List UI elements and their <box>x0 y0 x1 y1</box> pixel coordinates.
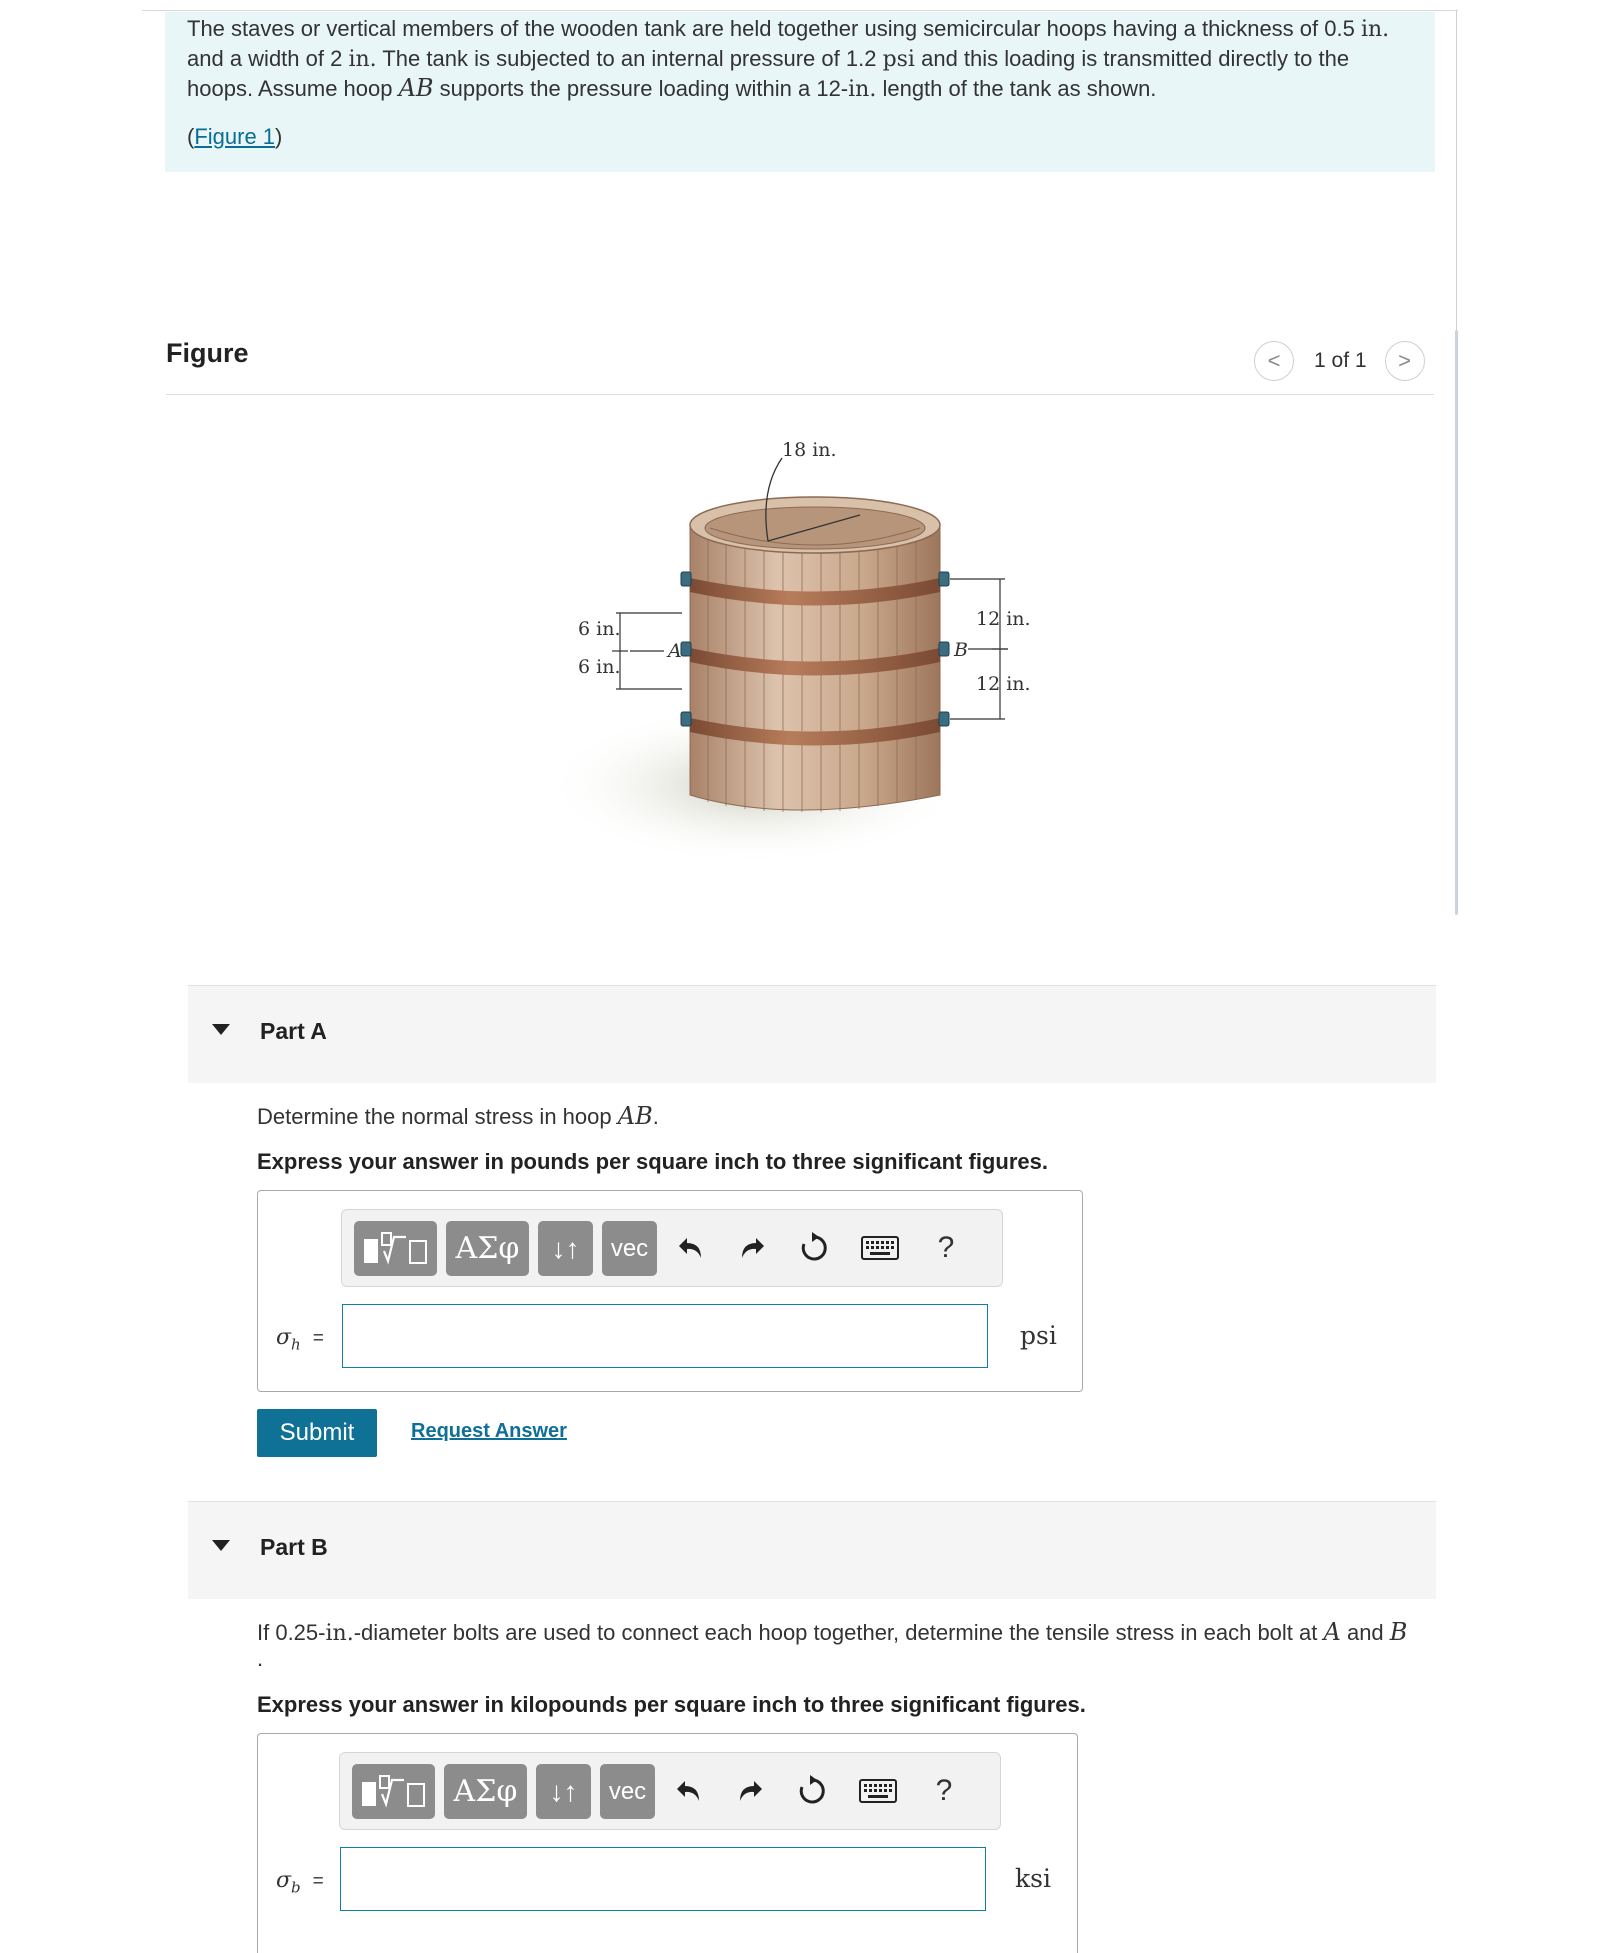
label-six-bottom: 6 in. <box>578 656 621 678</box>
redo-icon[interactable] <box>730 1226 774 1270</box>
redo-icon[interactable] <box>728 1769 772 1813</box>
request-answer-link[interactable]: Request Answer <box>411 1420 567 1442</box>
subscript-superscript-button[interactable]: ↓↑ <box>538 1221 593 1276</box>
figure-link-line: (Figure 1) <box>187 124 283 149</box>
problem-line-2: and a width of 2 in. The tank is subjected to an internal pressure of 1.2 psi and this loading is transmitted directly to the <box>187 46 1350 72</box>
label-six-top: 6 in. <box>578 618 621 640</box>
figure-scrollbar[interactable] <box>1455 330 1458 915</box>
label-point-a: A <box>668 640 682 662</box>
top-divider <box>142 10 1458 11</box>
part-b-label: Part B <box>260 1534 328 1560</box>
part-a-math-toolbar <box>341 1209 1003 1287</box>
part-b-unit: ksi <box>1015 1864 1051 1893</box>
part-b-instruction: Express your answer in kilopounds per square inch to three significant figures. <box>257 1692 1086 1717</box>
problem-line-3: hoops. Assume hoop AB supports the pressure loading within a 12-in. length of the tank as shown. <box>187 74 1157 102</box>
label-twelve-bottom: 12 in. <box>976 673 1031 695</box>
reset-icon[interactable] <box>790 1769 834 1813</box>
subscript-superscript-button[interactable]: ↓↑ <box>536 1764 591 1819</box>
chevron-left-icon: < <box>1267 348 1281 373</box>
templates-icon <box>360 1229 432 1269</box>
keyboard-icon[interactable] <box>852 1226 908 1270</box>
part-a-unit: psi <box>1020 1321 1057 1350</box>
part-b-math-toolbar <box>339 1752 1001 1830</box>
prev-figure-button[interactable] <box>1254 341 1294 381</box>
greek-symbols-button[interactable]: ΑΣφ <box>444 1764 527 1819</box>
part-b-header[interactable] <box>188 1501 1436 1599</box>
part-a-answer-box <box>257 1190 1083 1392</box>
keyboard-icon[interactable] <box>850 1769 906 1813</box>
part-a-label: Part A <box>260 1018 327 1044</box>
figure-pager <box>1254 341 1425 381</box>
figure-count: 1 of 1 <box>1314 349 1367 372</box>
undo-icon[interactable] <box>669 1226 713 1270</box>
problem-statement <box>165 12 1435 172</box>
part-a-variable: $\sigma_h$ = <box>276 1325 324 1354</box>
part-a-answer-input[interactable] <box>342 1304 988 1368</box>
label-diameter: 18 in. <box>782 439 837 461</box>
part-a-header[interactable] <box>188 985 1436 1083</box>
templates-button[interactable] <box>354 1221 437 1276</box>
figure-title: Figure <box>166 338 249 368</box>
collapse-triangle-icon[interactable] <box>212 1024 230 1035</box>
figure-divider <box>166 394 1434 395</box>
part-b-answer-input[interactable] <box>340 1847 986 1911</box>
templates-icon <box>358 1772 430 1812</box>
undo-icon[interactable] <box>667 1769 711 1813</box>
tank-figure <box>560 430 1060 870</box>
figure-link[interactable]: Figure 1 <box>194 124 276 149</box>
part-b-answer-box <box>257 1733 1078 1953</box>
panel-right-border <box>1456 10 1457 330</box>
part-a-question: Determine the normal stress in hoop AB. <box>257 1102 659 1130</box>
part-a-instruction: Express your answer in pounds per square inch to three significant figures. <box>257 1149 1048 1174</box>
submit-button[interactable]: Submit <box>257 1409 377 1457</box>
help-button[interactable]: ? <box>935 1774 953 1807</box>
vector-button[interactable]: vec <box>602 1221 657 1276</box>
chevron-right-icon: > <box>1398 348 1411 373</box>
collapse-triangle-icon[interactable] <box>212 1540 230 1551</box>
help-button[interactable]: ? <box>937 1231 955 1264</box>
part-b-variable: $\sigma_b$ = <box>276 1868 324 1897</box>
vector-button[interactable]: vec <box>600 1764 655 1819</box>
label-twelve-top: 12 in. <box>976 608 1031 630</box>
part-b-question: If 0.25-in.-diameter bolts are used to connect each hoop together, determine the tensile stress in each bolt at A and B . <box>257 1618 1408 1671</box>
greek-symbols-button[interactable]: ΑΣφ <box>446 1221 529 1276</box>
label-point-b: B <box>954 639 968 661</box>
problem-line-1: The staves or vertical members of the wooden tank are held together using semicircular hoops having a thickness of 0.5 in. <box>187 16 1390 42</box>
next-figure-button[interactable] <box>1385 341 1425 381</box>
templates-button[interactable] <box>352 1764 435 1819</box>
reset-icon[interactable] <box>792 1226 836 1270</box>
